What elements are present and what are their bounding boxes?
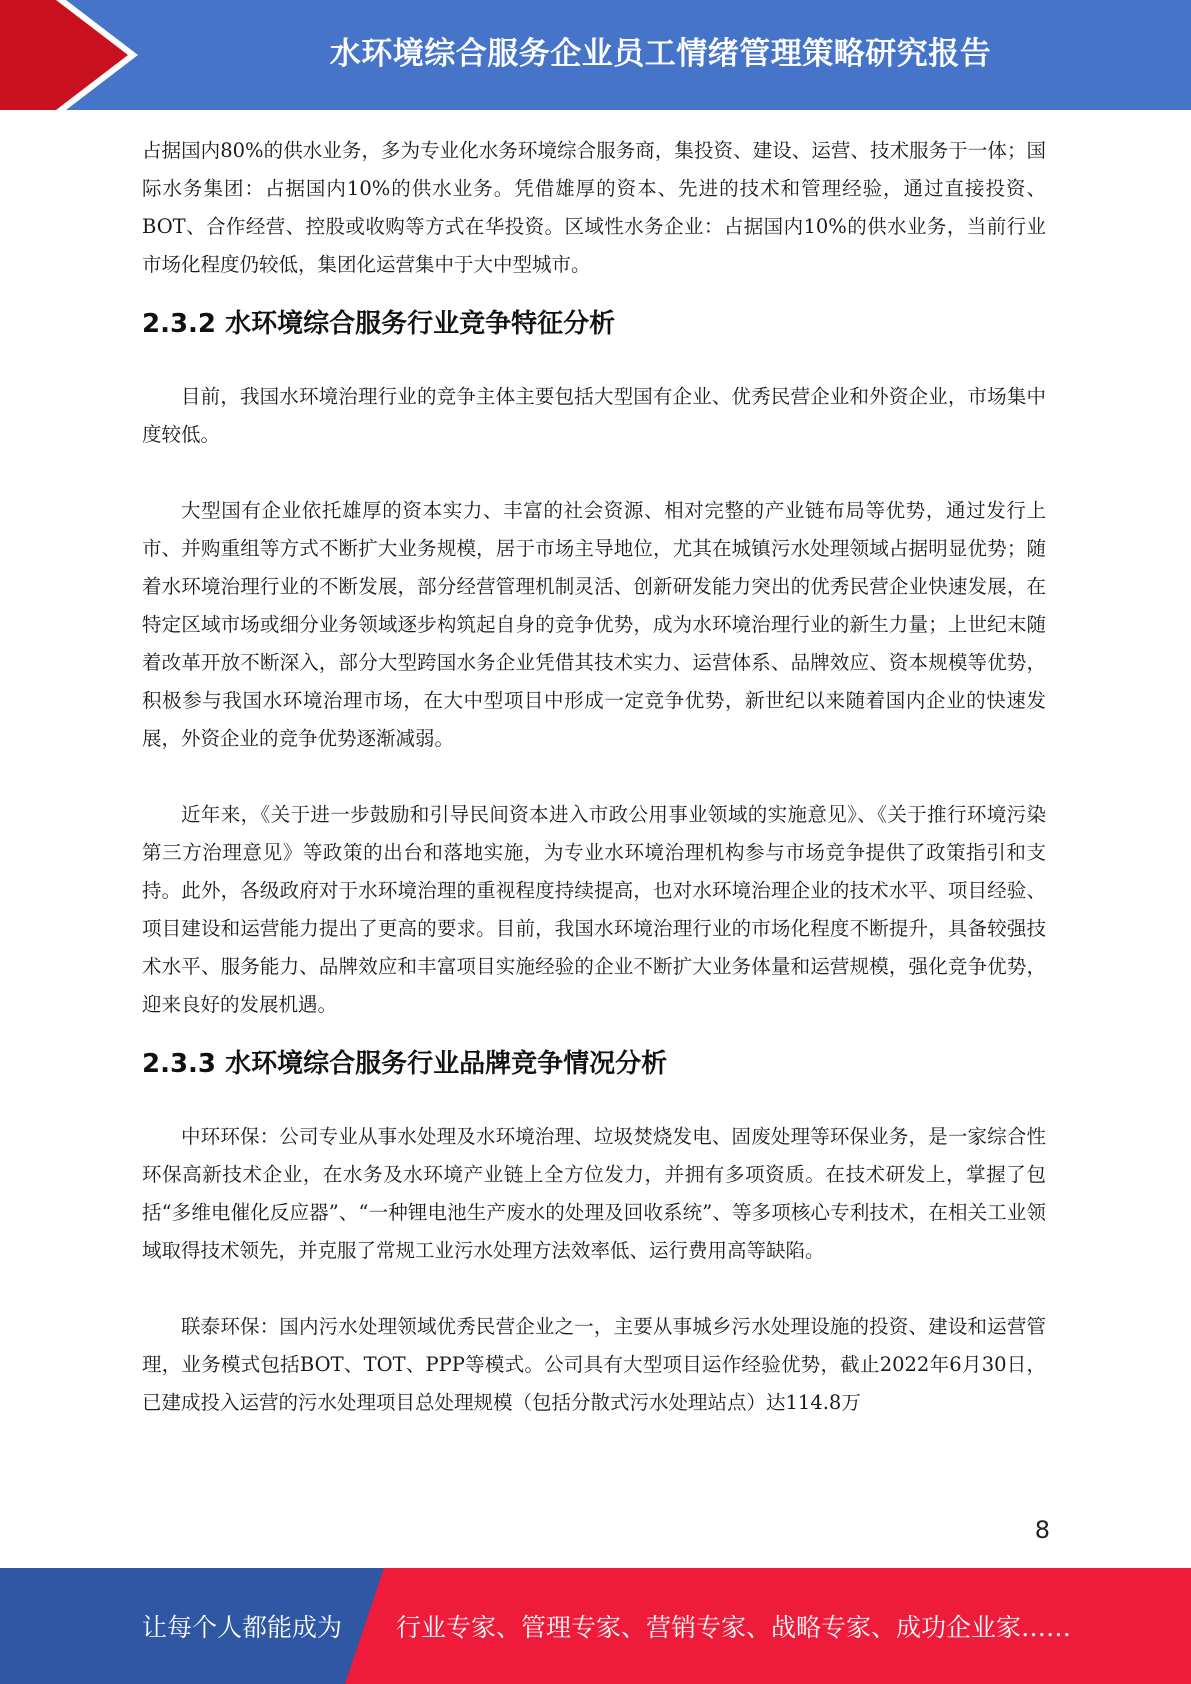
section-heading-2-3-2: 2.3.2 水环境综合服务行业竞争特征分析	[142, 309, 616, 339]
header-arrow-icon	[0, 0, 160, 110]
page-number: 8	[1034, 1516, 1050, 1544]
paragraph-competition-subjects: 目前，我国水环境治理行业的竞争主体主要包括大型国有企业、优秀民营企业和外资企业，市场集中度较低。	[142, 385, 1046, 446]
paragraph-liantai-environmental: 联泰环保：国内污水处理领域优秀民营企业之一，主要从事城乡污水处理设施的投资、建设和运营管理，业务模式包括BOT、TOT、PPP等模式。公司具有大型项目运作经验优势，截止2022年6月30日，已建成投入运营的污水处理项目总处理规模（包括分散式污水处理站点）达114.8万	[142, 1315, 1046, 1414]
paragraph-zhonghuan-environmental: 中环环保：公司专业从事水处理及水环境治理、垃圾焚烧发电、固废处理等环保业务，是一家综合性环保高新技术企业，在水务及水环境产业链上全方位发力，并拥有多项资质。在技术研发上，掌握了包括“多维电催化反应器”、“一种锂电池生产废水的处理及回收系统”、等多项核心专利技术，在相关工业领域取得技术领先，并克服了常规工业污水处理方法效率低、运行费用高等缺陷。	[142, 1125, 1046, 1262]
header-title: 水环境综合服务企业员工情绪管理策略研究报告	[329, 35, 992, 72]
document-body	[142, 132, 1046, 1422]
footer-slogan-right: 行业专家、管理专家、营销专家、战略专家、成功企业家……	[396, 1613, 1072, 1642]
paragraph-state-owned-enterprises: 大型国有企业依托雄厚的资本实力、丰富的社会资源、相对完整的产业链布局等优势，通过发行上市、并购重组等方式不断扩大业务规模，居于市场主导地位，尤其在城镇污水处理领域占据明显优势；随着水环境治理行业的不断发展，部分经营管理机制灵活、创新研发能力突出的优秀民营企业快速发展，在特定区域市场或细分业务领域逐步构筑起自身的竞争优势，成为水环境治理行业的新生力量；上世纪末随着改革开放不断深入，部分大型跨国水务企业凭借其技术实力、运营体系、品牌效应、资本规模等优势，积极参与我国水环境治理市场，在大中型项目中形成一定竞争优势，新世纪以来随着国内企业的快速发展，外资企业的竞争优势逐渐减弱。	[142, 499, 1046, 750]
footer-slogan-left: 让每个人都能成为	[142, 1613, 343, 1642]
paragraph-continued: 占据国内80%的供水业务，多为专业化水务环境综合服务商，集投资、建设、运营、技术服务于一体；国际水务集团：占据国内10%的供水业务。凭借雄厚的资本、先进的技术和管理经验，通过直接投资、BOT、合作经营、控股或收购等方式在华投资。区域性水务企业：占据国内10%的供水业务，当前行业市场化程度仍较低，集团化运营集中于大中型城市。	[142, 139, 1046, 276]
page-header	[0, 0, 1191, 110]
page-footer	[0, 1568, 1191, 1684]
section-heading-2-3-3: 2.3.3 水环境综合服务行业品牌竞争情况分析	[142, 1049, 668, 1079]
paragraph-policy-support: 近年来，《关于进一步鼓励和引导民间资本进入市政公用事业领域的实施意见》、《关于推行环境污染第三方治理意见》等政策的出台和落地实施，为专业水环境治理机构参与市场竞争提供了政策指引和支持。此外，各级政府对于水环境治理的重视程度持续提高，也对水环境治理企业的技术水平、项目经验、项目建设和运营能力提出了更高的要求。目前，我国水环境治理行业的市场化程度不断提升，具备较强技术水平、服务能力、品牌效应和丰富项目实施经验的企业不断扩大业务体量和运营规模，强化竞争优势，迎来良好的发展机遇。	[142, 803, 1046, 1016]
